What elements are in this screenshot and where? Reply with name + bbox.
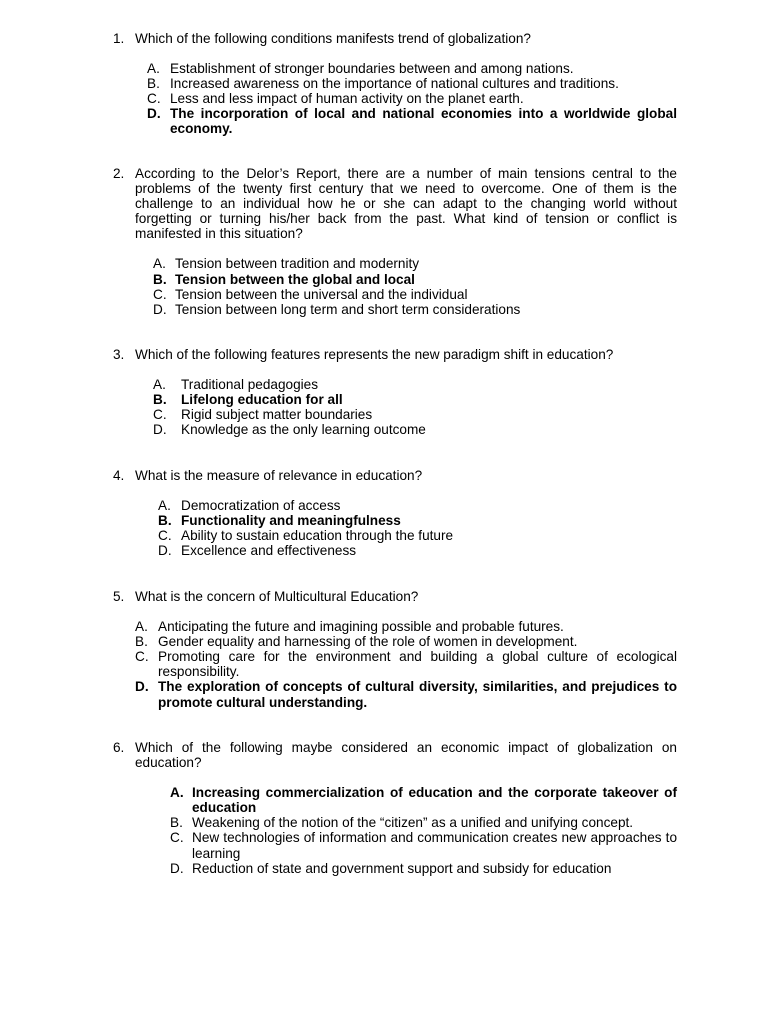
option-b-answer xyxy=(0,392,768,407)
question-text: Which of the following conditions manifests trend of globalization? xyxy=(135,31,531,46)
option-c xyxy=(0,91,768,106)
option-text: Ability to sustain education through the future xyxy=(181,528,454,544)
option-text: New technologies of information and communication creates new approaches to learning xyxy=(192,830,677,861)
option-b-answer xyxy=(0,513,768,528)
option-letter: B. xyxy=(158,513,172,529)
question-number: 2. xyxy=(113,166,125,181)
option-text: Excellence and effectiveness xyxy=(181,543,357,559)
options-list xyxy=(0,619,768,710)
option-d xyxy=(0,543,768,558)
option-c xyxy=(0,287,768,302)
question-number: 5. xyxy=(113,589,125,604)
question-5 xyxy=(0,589,768,710)
option-letter: A. xyxy=(135,619,148,635)
option-a-answer xyxy=(0,785,768,815)
option-b xyxy=(0,634,768,649)
question-1 xyxy=(0,31,768,137)
option-text: Rigid subject matter boundaries xyxy=(181,407,373,423)
question-text: According to the Delor’s Report, there are a number of main tensions central to the problems of the twenty first century that we need to overcome. One of them is the challenge to an individual how he or she can adapt to the changing world without forgetting or turning his/her back from the past. What kind of tension or conflict is manifested in this situation? xyxy=(135,166,677,242)
options-list xyxy=(0,377,768,437)
question-text: Which of the following maybe considered an economic impact of globalization on education? xyxy=(135,740,677,771)
option-c xyxy=(0,830,768,860)
option-letter: D. xyxy=(135,679,149,695)
option-letter: C. xyxy=(147,91,161,107)
option-d xyxy=(0,422,768,437)
option-letter: B. xyxy=(153,271,167,287)
question-3 xyxy=(0,347,768,437)
option-letter: D. xyxy=(170,860,184,876)
option-letter: B. xyxy=(153,392,167,408)
option-c xyxy=(0,528,768,543)
option-d xyxy=(0,302,768,317)
option-letter: C. xyxy=(153,286,167,302)
option-text: Less and less impact of human activity on the planet earth. xyxy=(170,91,524,107)
option-text: The exploration of concepts of cultural diversity, similarities, and prejudices to promote cultural understanding. xyxy=(158,679,677,710)
option-text: Tension between long term and short term considerations xyxy=(175,301,521,317)
option-letter: D. xyxy=(147,106,161,122)
question-2-stem xyxy=(0,166,768,241)
option-a xyxy=(0,498,768,513)
question-number: 6. xyxy=(113,740,125,755)
option-text: Promoting care for the environment and building a global culture of ecological responsibility. xyxy=(158,649,677,680)
question-1-stem xyxy=(0,31,768,46)
option-c xyxy=(0,407,768,422)
option-letter: A. xyxy=(153,377,166,393)
option-text: Gender equality and harnessing of the role of women in development. xyxy=(158,634,578,650)
option-text: Tension between tradition and modernity xyxy=(175,256,420,272)
option-d xyxy=(0,861,768,876)
option-text: Lifelong education for all xyxy=(181,392,343,408)
option-letter: C. xyxy=(158,528,172,544)
option-letter: A. xyxy=(147,61,160,77)
option-letter: B. xyxy=(135,634,148,650)
question-5-stem xyxy=(0,589,768,604)
option-a xyxy=(0,377,768,392)
option-b xyxy=(0,815,768,830)
option-letter: C. xyxy=(153,407,167,423)
option-text: Increasing commercialization of education and the corporate takeover of education xyxy=(192,785,677,816)
question-6 xyxy=(0,740,768,876)
options-list xyxy=(0,256,768,316)
option-text: Reduction of state and government support and subsidy for education xyxy=(192,860,612,876)
options-list xyxy=(0,498,768,558)
question-number: 1. xyxy=(113,31,125,46)
question-4 xyxy=(0,468,768,558)
option-letter: D. xyxy=(158,543,172,559)
question-2 xyxy=(0,166,768,317)
question-6-stem xyxy=(0,740,768,770)
options-list xyxy=(0,61,768,136)
option-c xyxy=(0,649,768,679)
option-text: Establishment of stronger boundaries between and among nations. xyxy=(170,61,574,77)
option-text: Traditional pedagogies xyxy=(181,377,319,393)
option-text: Weakening of the notion of the “citizen” as a unified and unifying concept. xyxy=(192,815,634,831)
option-b xyxy=(0,76,768,91)
option-letter: A. xyxy=(153,256,166,272)
options-list xyxy=(0,785,768,876)
option-d-answer xyxy=(0,106,768,136)
option-d-answer xyxy=(0,679,768,709)
option-letter: B. xyxy=(170,815,183,831)
question-number: 3. xyxy=(113,347,125,362)
option-text: Tension between the global and local xyxy=(175,271,415,287)
option-b-answer xyxy=(0,272,768,287)
question-number: 4. xyxy=(113,468,125,483)
option-text: Functionality and meaningfulness xyxy=(181,513,401,529)
option-text: Democratization of access xyxy=(181,498,341,514)
question-4-stem xyxy=(0,468,768,483)
option-text: Tension between the universal and the individual xyxy=(175,286,468,302)
option-a xyxy=(0,61,768,76)
option-text: Increased awareness on the importance of national cultures and traditions. xyxy=(170,76,619,92)
option-a xyxy=(0,619,768,634)
option-text: The incorporation of local and national economies into a worldwide global economy. xyxy=(170,106,677,137)
option-a xyxy=(0,256,768,271)
option-letter: D. xyxy=(153,422,167,438)
option-text: Anticipating the future and imagining possible and probable futures. xyxy=(158,619,564,635)
option-letter: A. xyxy=(170,785,184,801)
question-text: What is the measure of relevance in education? xyxy=(135,468,423,483)
question-text: What is the concern of Multicultural Education? xyxy=(135,589,419,604)
option-letter: C. xyxy=(170,830,184,846)
option-letter: B. xyxy=(147,76,160,92)
option-letter: A. xyxy=(158,498,171,514)
option-letter: D. xyxy=(153,301,167,317)
question-text: Which of the following features represents the new paradigm shift in education? xyxy=(135,347,614,362)
question-3-stem xyxy=(0,347,768,362)
option-letter: C. xyxy=(135,649,149,665)
option-text: Knowledge as the only learning outcome xyxy=(181,422,426,438)
